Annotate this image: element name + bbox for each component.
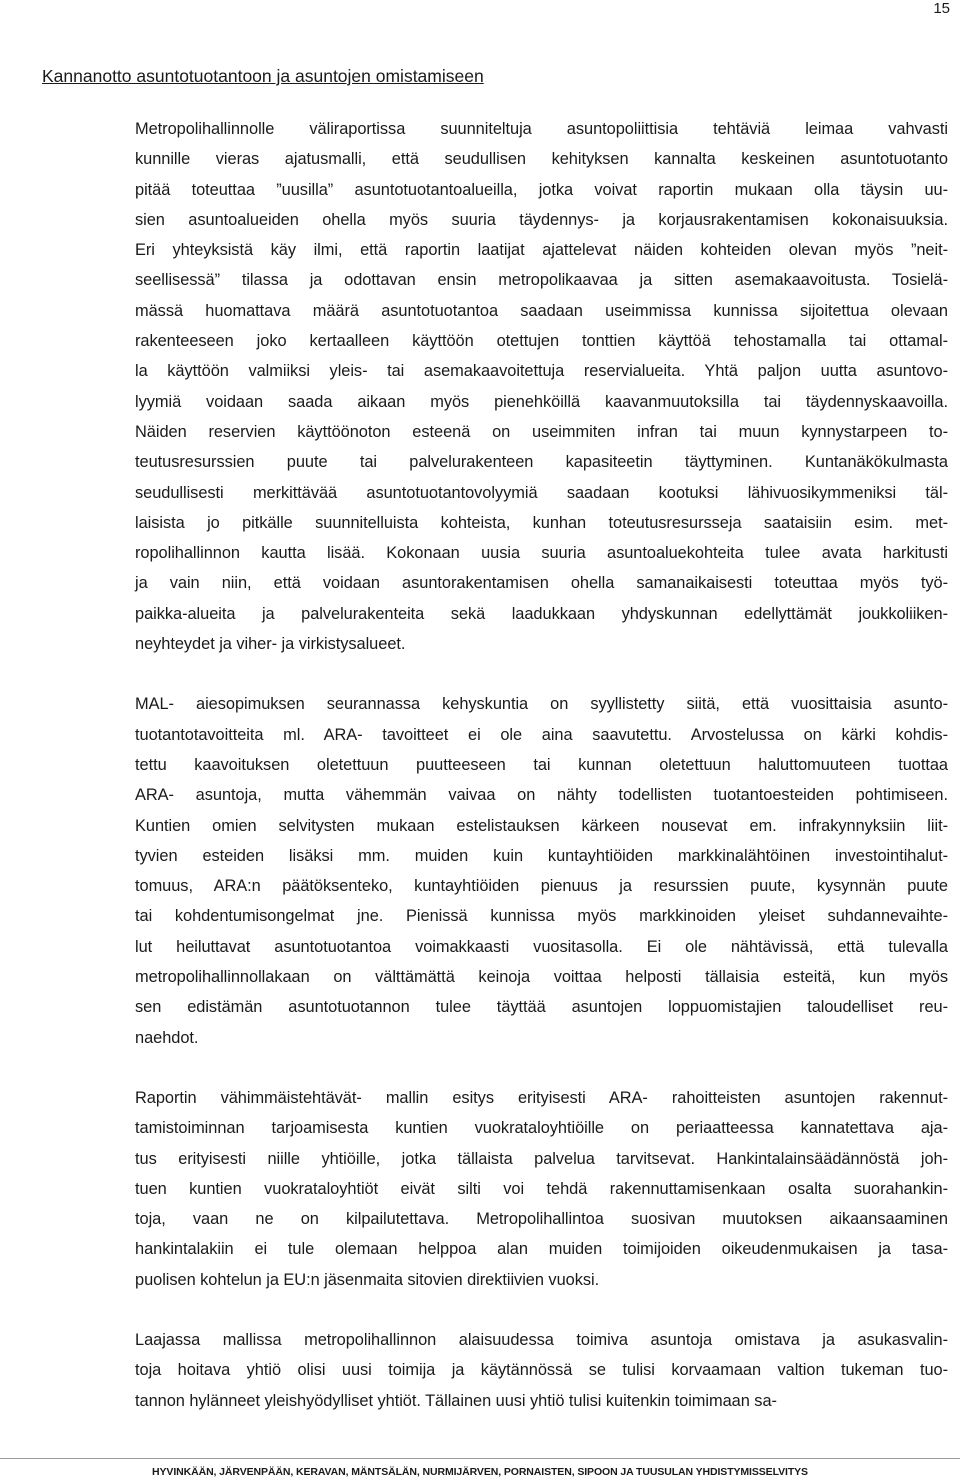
text-line: Metropolihallinnolle väliraportissa suunniteltuja asuntopoliittisia tehtäviä leimaa vahvasti (135, 120, 948, 138)
text-line: sen edistämän asuntotuotannon tulee täyttää asuntojen loppuomistajien taloudelliset reu- (135, 998, 948, 1017)
text-line: Raportin vähimmäistehtävät- mallin esitys erityisesti ARA- rahoitteisten asuntojen rakennut- (135, 1088, 948, 1107)
text-line: metropolihallinnollakaan on välttämättä keinoja voittaa helposti tällaisia esteitä, kun myös (135, 968, 948, 987)
paragraph-gap (135, 659, 948, 689)
text-line: tettu kaavoituksen oletettuun puutteeseen tai kunnan oletettuun haluttomuuteen tuottaa (135, 755, 948, 774)
text-line: lut heiluttavat asuntotuotantoa voimakkaasti vuositasolla. Ei ole nähtävissä, että tulevalla (135, 937, 948, 956)
text-line: la käyttöön valmiiksi yleis- tai asemakaavoitettuja reservialueita. Yhtä paljon uutta asuntovo- (135, 362, 948, 381)
footer-text: HYVINKÄÄN, JÄRVENPÄÄN, KERAVAN, MÄNTSÄLÄN, NURMIJÄRVEN, PORNAISTEN, SIPOON JA TUUSULAN YHDISTYMISSELVITYS (152, 1466, 808, 1478)
text-line: lyymiä voidaan saada aikaan myös pienehköillä kaavanmuutoksilla tai täydennyskaavoilla. (135, 392, 948, 411)
text-line: hankintalakiin ei tule olemaan helppoa alan muiden toimijoiden oikeudenmukaisen ja tasa- (135, 1240, 948, 1259)
footer-rule (0, 1458, 960, 1459)
paragraph (135, 689, 948, 1053)
text-line: tannon hylänneet yleishyödylliset yhtiöt. Tällainen uusi yhtiö tulisi kuitenkin toimimaan sa- (135, 1391, 777, 1410)
paragraph (135, 1325, 948, 1416)
text-line: pitää toteuttaa ”uusilla” asuntotuotantoalueilla, jotka voivat raportin mukaan olla täysin uu- (135, 180, 948, 199)
text-line: toja hoitava yhtiö olisi uusi toimija ja käytännössä se tulisi korvaamaan valtion tukeman tuo- (135, 1361, 948, 1380)
text-line: teutusresurssien puute tai palvelurakenteen kapasiteetin täyttyminen. Kuntanäkökulmasta (135, 453, 948, 472)
paragraph-gap (135, 1053, 948, 1083)
text-line: Laajassa mallissa metropolihallinnon alaisuudessa toimiva asuntoja omistava ja asukasvalin- (135, 1330, 948, 1349)
text-line: naehdot. (135, 1028, 199, 1047)
text-line: laisista jo pitkälle suunnitelluista kohteista, kunhan toteutusresursseja saataisiin esim. met- (135, 513, 948, 532)
text-line: mässä huomattava määrä asuntotuotantoa saadaan useimmissa kunnissa sijoitettua olevaan (135, 301, 948, 320)
text-line: seudullisesti merkittävää asuntotuotantovolyymiä saadaan kootuksi lähivuosikymmeniksi täl- (135, 483, 948, 502)
text-line: Eri yhteyksistä käy ilmi, että raportin laatijat ajattelevat näiden kohteiden olevan myös ”neit- (135, 241, 948, 260)
text-line: ja vain niin, että voidaan asuntorakentamisen ohella samanaikaisesti toteuttaa myös työ- (135, 574, 948, 593)
text-line: neyhteydet ja viher- ja virkistysalueet. (135, 635, 406, 654)
page-number: 15 (933, 0, 950, 17)
text-line: kunnille vieras ajatusmalli, että seudullisen kehityksen kannalta keskeinen asuntotuotanto (135, 150, 948, 169)
text-line: ARA- asuntoja, mutta vähemmän vaivaa on nähty todellisten tuotantoesteiden pohtimiseen. (135, 786, 948, 805)
text-line: toja, vaan ne on kilpailutettava. Metropolihallintoa suosivan muutoksen aikaansaaminen (135, 1210, 948, 1229)
body-text (135, 114, 948, 1416)
text-line: Kuntien omien selvitysten mukaan estelistauksen kärkeen nousevat em. infrakynnyksiin liit- (135, 816, 948, 835)
text-line: tuotantotavoitteita ml. ARA- tavoitteet ei ole aina saavutettu. Arvostelussa on kärki kohdis- (135, 725, 948, 744)
text-line: MAL- aiesopimuksen seurannassa kehyskuntia on syyllistetty siitä, että vuosittaisia asunto- (135, 695, 948, 714)
text-line: tyvien esteiden lisäksi mm. muiden kuin kuntayhtiöiden markkinalähtöinen investointihalut- (135, 846, 948, 865)
paragraph (135, 1083, 948, 1295)
paragraph (135, 114, 948, 659)
text-line: ropolihallinnon kautta lisää. Kokonaan uusia suuria asuntoaluekohteita tulee avata harkitusti (135, 544, 948, 563)
text-line: seellisessä” tilassa ja odottavan ensin metropolikaavaa ja sitten asemakaavoitusta. Tosielä- (135, 271, 948, 290)
section-heading: Kannanotto asuntotuotantoon ja asuntojen omistamiseen (42, 66, 484, 86)
text-line: Näiden reservien käyttöönoton esteenä on useimmiten infran tai muun kynnystarpeen to- (135, 422, 948, 441)
text-line: tomuus, ARA:n päätöksenteko, kuntayhtiöiden pienuus ja resurssien puute, kysynnän puute (135, 877, 948, 896)
text-line: tamistoiminnan tarjoamisesta kuntien vuokrataloyhtiöille on periaatteessa kannatettava aja- (135, 1119, 948, 1138)
text-line: tuen kuntien vuokrataloyhtiöt eivät silti voi tehdä rakennuttamisenkaan osalta suorahankin- (135, 1179, 948, 1198)
text-line: paikka-alueita ja palvelurakenteita sekä laadukkaan yhdyskunnan edellyttämät joukkoliiken- (135, 604, 948, 623)
text-line: puolisen kohtelun ja EU:n jäsenmaita sitovien direktiivien vuoksi. (135, 1270, 600, 1289)
text-line: tai kohdentumisongelmat jne. Pienissä kunnissa myös markkinoiden yleiset suhdannevaihte- (135, 907, 948, 926)
text-line: sien asuntoalueiden ohella myös suuria täydennys- ja korjausrakentamisen kokonaisuuksia. (135, 210, 948, 229)
text-line: tus erityisesti niille yhtiöille, jotka tällaista palvelua tarvitsevat. Hankintalainsäädännöstä joh- (135, 1149, 948, 1168)
text-line: rakenteeseen joko kertaalleen käyttöön otettujen tonttien käyttöä tehostamalla tai ottamal- (135, 332, 948, 351)
paragraph-gap (135, 1295, 948, 1325)
